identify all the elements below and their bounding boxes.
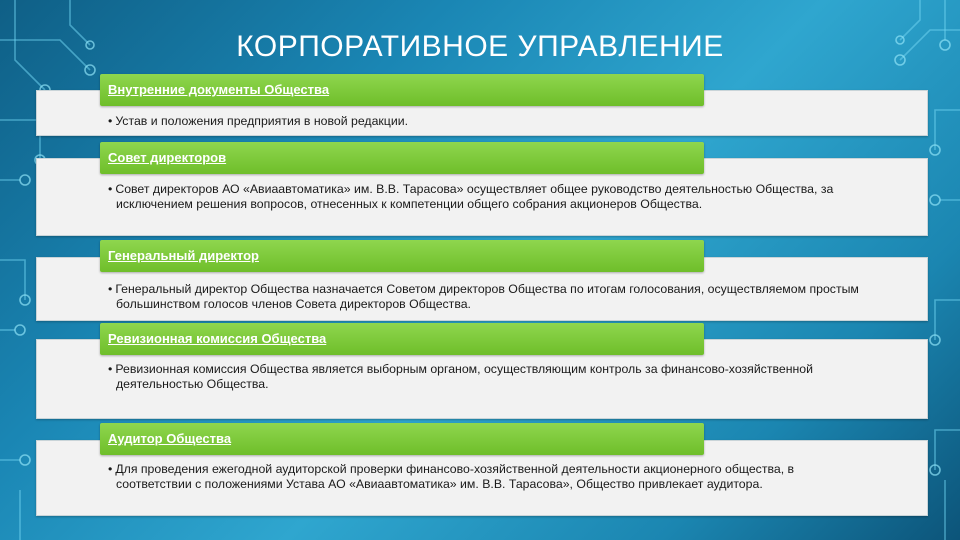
bullet-marker: • <box>108 182 113 196</box>
slide-title: КОРПОРАТИВНОЕ УПРАВЛЕНИЕ <box>236 30 724 63</box>
bullet-text: Генеральный директор Общества назначается Советом директоров Общества по итогам голосования, осуществляемом простым большинством голосов членов Совета директоров Общества. <box>115 282 859 311</box>
section-header-label[interactable]: Внутренние документы Общества <box>108 82 330 97</box>
bullet-marker: • <box>108 362 113 376</box>
bullet-text: Устав и положения предприятия в новой редакции. <box>115 114 408 128</box>
section-bullet-text <box>106 182 866 212</box>
section-bullet-text <box>106 282 866 312</box>
section-header-label[interactable]: Генеральный директор <box>108 248 259 263</box>
section-header-label[interactable]: Ревизионная комиссия Общества <box>108 331 327 346</box>
section-header-auditor <box>100 423 704 455</box>
bullet-text: Ревизионная комиссия Общества является выборным органом, осуществляющим контроль за финансово-хозяйственной деятельностью Общества. <box>115 362 813 391</box>
bullet-text: Совет директоров АО «Авиаавтоматика» им. В.В. Тарасова» осуществляет общее руководство деятельностью Общества, за исключением решения вопросов, отнесенных к компетенции общего собрания акционеров Общества. <box>115 182 834 211</box>
bullet-marker: • <box>108 462 113 476</box>
section-header-label[interactable]: Совет директоров <box>108 150 227 165</box>
section-header-audit-commission <box>100 323 704 355</box>
section-bullet-text <box>106 114 866 129</box>
bullet-marker: • <box>108 282 113 296</box>
section-header-internal-documents <box>100 74 704 106</box>
bullet-text: Для проведения ежегодной аудиторской проверки финансово-хозяйственной деятельности акционерного общества, в соответствии с положениями Устава АО «Авиаавтоматика» им. В.В. Тарасова», Общество привлекает аудитора. <box>115 462 795 491</box>
section-bullet-text <box>106 462 866 492</box>
section-header-general-director <box>100 240 704 272</box>
section-header-label[interactable]: Аудитор Общества <box>108 431 232 446</box>
section-header-board-of-directors <box>100 142 704 174</box>
bullet-marker: • <box>108 114 113 128</box>
section-bullet-text <box>106 362 866 392</box>
